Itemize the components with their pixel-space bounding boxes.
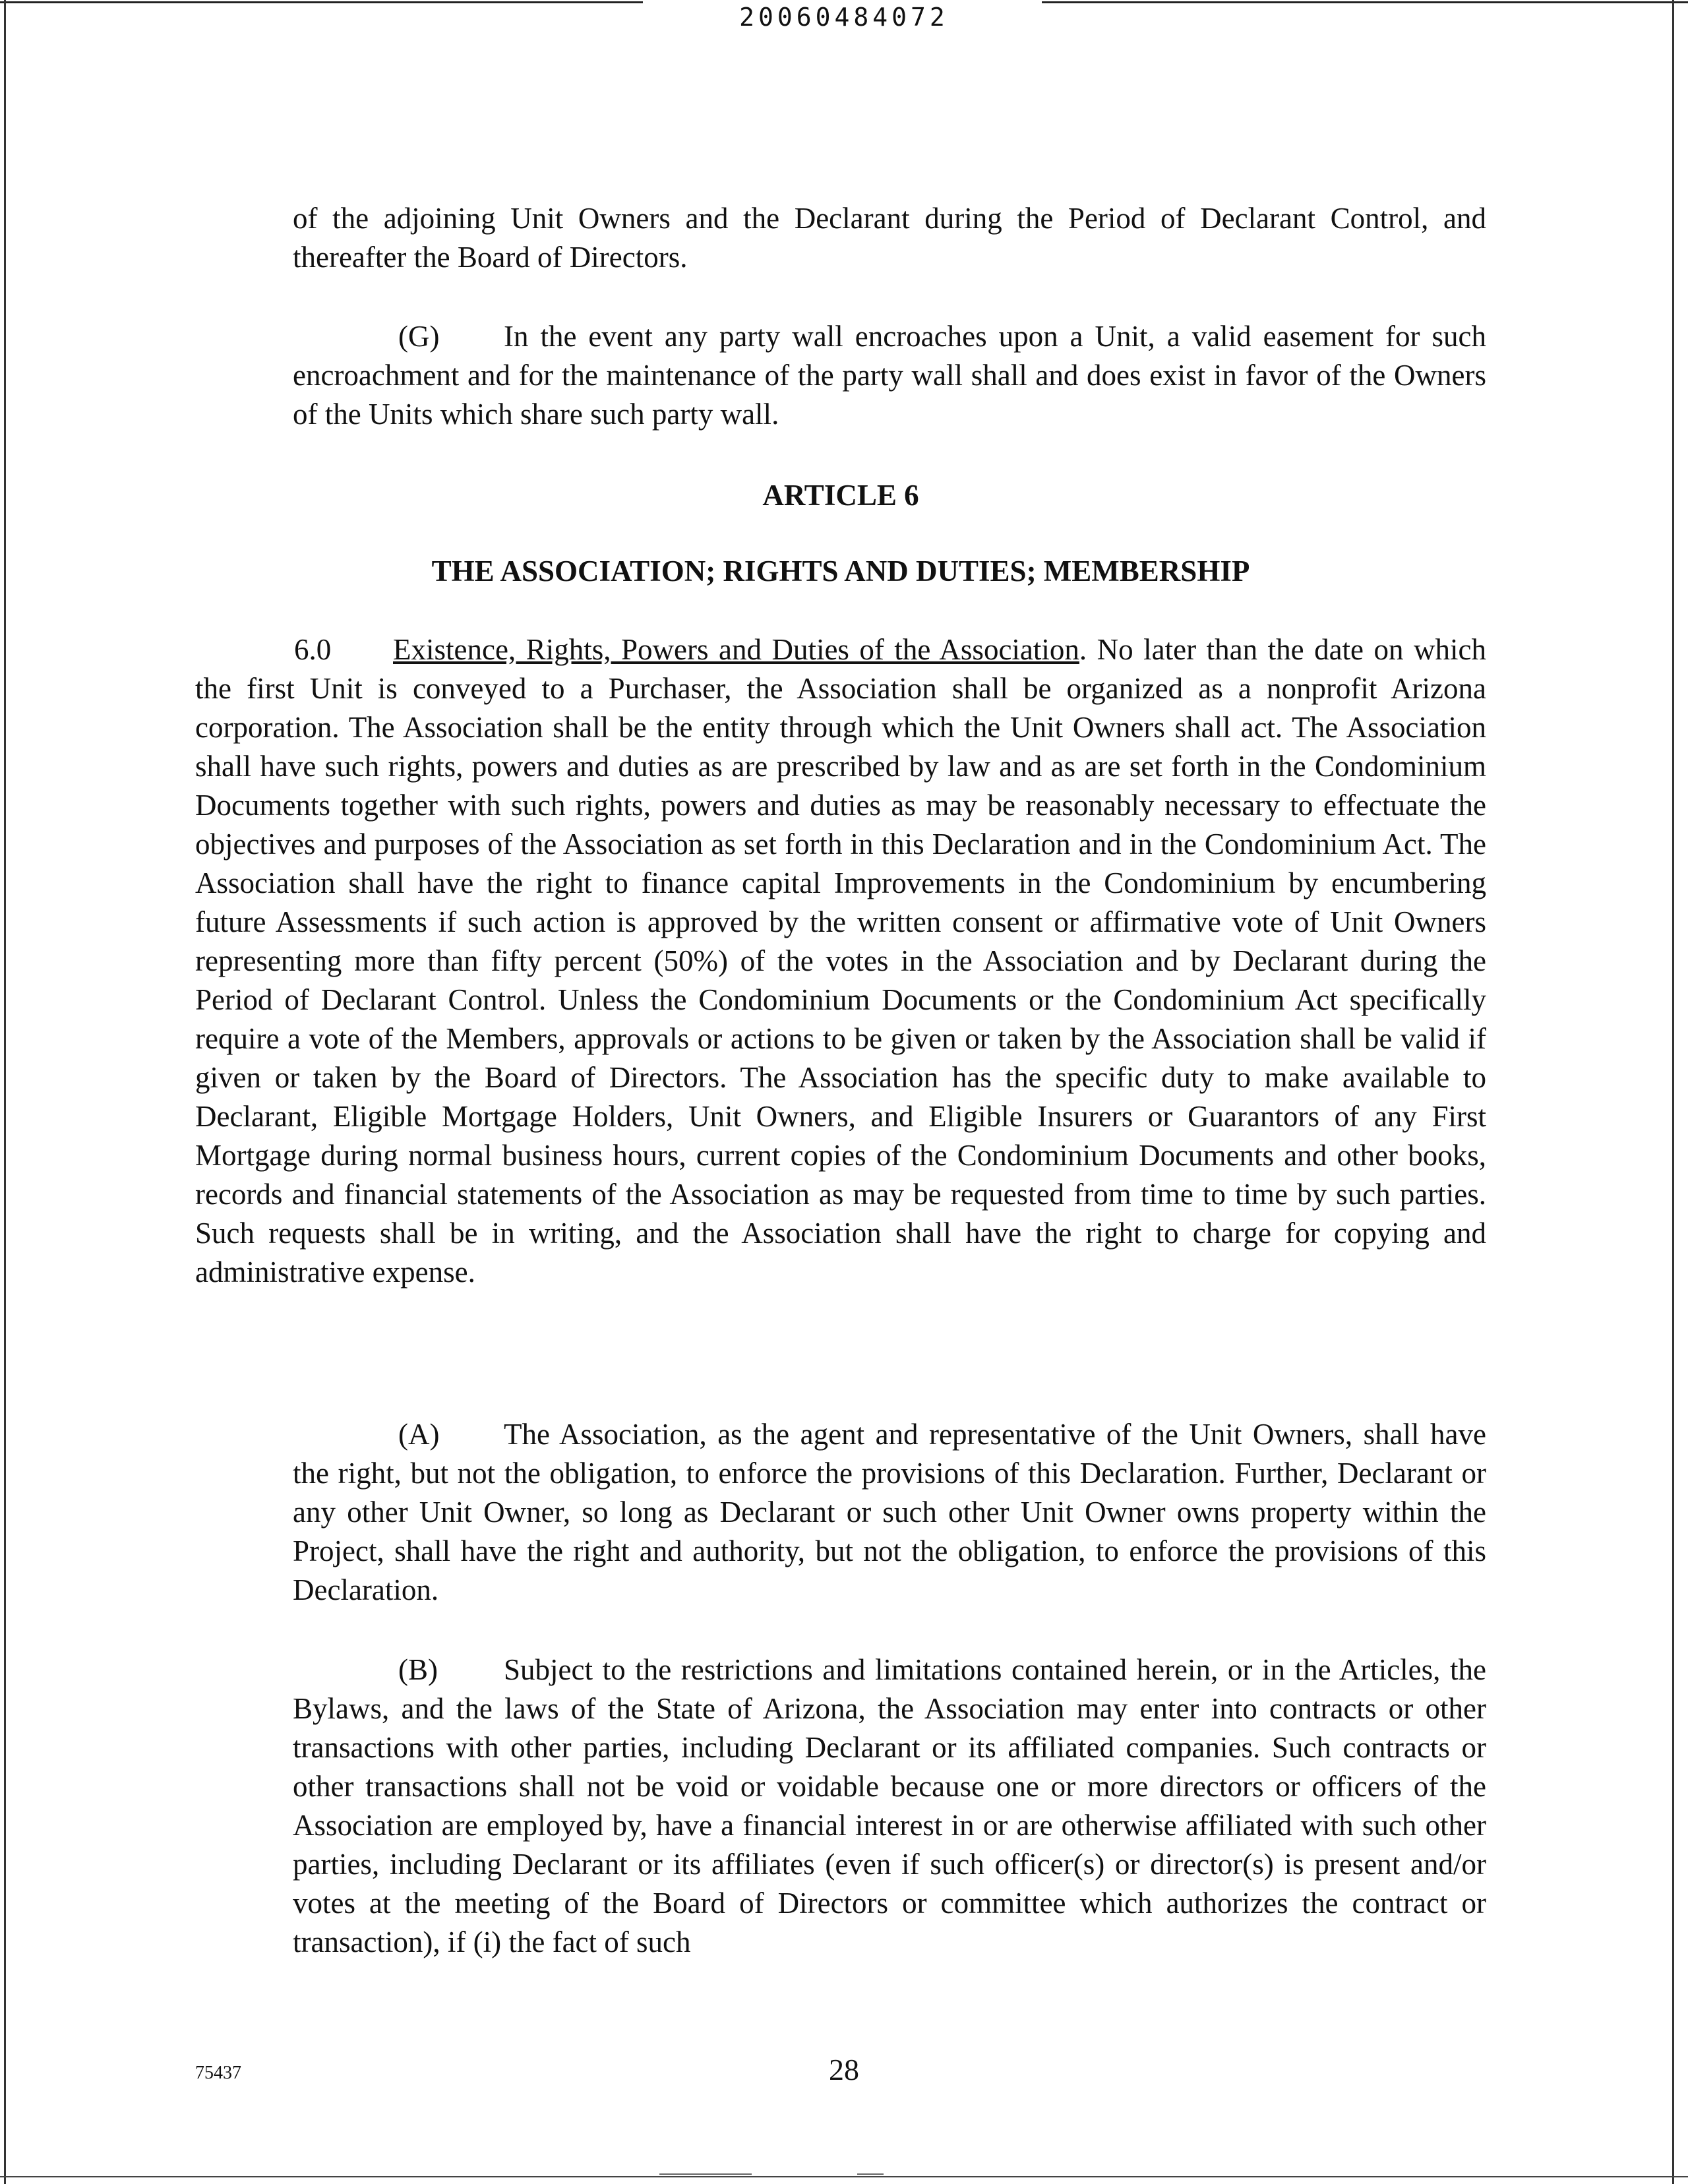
article-title: THE ASSOCIATION; RIGHTS AND DUTIES; MEMBERSHIP bbox=[431, 555, 1250, 588]
paragraph-g-label: (G) bbox=[398, 320, 440, 353]
page-number: 28 bbox=[829, 2053, 859, 2086]
subparagraph-b-label: (B) bbox=[398, 1653, 438, 1686]
paragraph-g-text: In the event any party wall encroaches upon a Unit, a valid easement for such encroachment and for the maintenance of the party wall shall and does exist in favor of the Owners of the Units which share such party wall. bbox=[293, 320, 1486, 431]
subparagraph-a-text: The Association, as the agent and representative of the Unit Owners, shall have the right, but not the obligation, to enforce the provisions of this Declaration. Further, Declarant or any other Unit Owner, so long as Declarant or such other Unit Owner owns property within the Project, shall have the right and authority, but not the obligation, to enforce the provisions of this Declaration. bbox=[293, 1418, 1486, 1606]
paragraph-g bbox=[293, 317, 1486, 434]
subparagraph-b-text: Subject to the restrictions and limitations contained herein, or in the Articles, the Bylaws, and the laws of the State of Arizona, the Association may enter into contracts or other transactions with other parties, including Declarant or its affiliated companies. Such contracts or other transactions shall not be void or voidable because one or more directors or officers of the Association are employed by, have a financial interest in or are otherwise affiliated with such other parties, including Declarant or its affiliates (even if such officer(s) or director(s) is present and/or votes at the meeting of the Board of Directors or committee which authorizes the contract or transaction), if (i) the fact of such bbox=[293, 1653, 1486, 1958]
subparagraph-b bbox=[293, 1651, 1486, 1962]
scan-artifact bbox=[659, 2173, 752, 2175]
section-6-0 bbox=[195, 630, 1486, 1292]
scan-artifact bbox=[857, 2173, 884, 2175]
scan-border-left bbox=[4, 0, 6, 2184]
subparagraph-a-label: (A) bbox=[398, 1418, 440, 1451]
section-text: . No later than the date on which the first Unit is conveyed to a Purchaser, the Association shall be organized as a nonprofit Arizona corporation. The Association shall be the entity through which the Unit Owners shall act. The Association shall have such rights, powers and duties as are prescribed by law and as are set forth in the Condominium Documents together with such rights, powers and duties as may be reasonably necessary to effectuate the objectives and purposes of the Association as set forth in this Declaration and in the Condominium Act. The Association shall have the right to finance capital Improvements in the Condominium by encumbering future Assessments if such action is approved by the written consent or affirmative vote of Unit Owners representing more than fifty percent (50%) of the votes in the Association and by Declarant during the Period of Declarant Control. Unless the Condominium Documents or the Condominium Act specifically require a vote of the Members, approvals or actions to be given or taken by the Association shall be valid if given or taken by the Board of Directors. The Association has the specific duty to make available to Declarant, Eligible Mortgage Holders, Unit Owners, and Eligible Insurers or Guarantors of any First Mortgage during normal business hours, current copies of the Condominium Documents and other books, records and financial statements of the Association as may be requested from time to time by such parties. Such requests shall be in writing, and the Association shall have the right to charge for copying and administrative expense. bbox=[195, 633, 1486, 1289]
scan-border-right bbox=[1672, 0, 1674, 2184]
article-number: ARTICLE 6 bbox=[762, 479, 919, 512]
subparagraph-a bbox=[293, 1415, 1486, 1610]
recording-number: 20060484072 bbox=[739, 3, 949, 32]
section-title: Existence, Rights, Powers and Duties of the Association bbox=[393, 633, 1079, 666]
scan-border-bottom bbox=[0, 2176, 1688, 2177]
section-number: 6.0 bbox=[294, 633, 332, 666]
continuation-paragraph bbox=[293, 199, 1486, 277]
footer-document-code: 75437 bbox=[195, 2063, 241, 2083]
continuation-text: of the adjoining Unit Owners and the Declarant during the Period of Declarant Control, and thereafter the Board of Directors. bbox=[293, 202, 1486, 274]
